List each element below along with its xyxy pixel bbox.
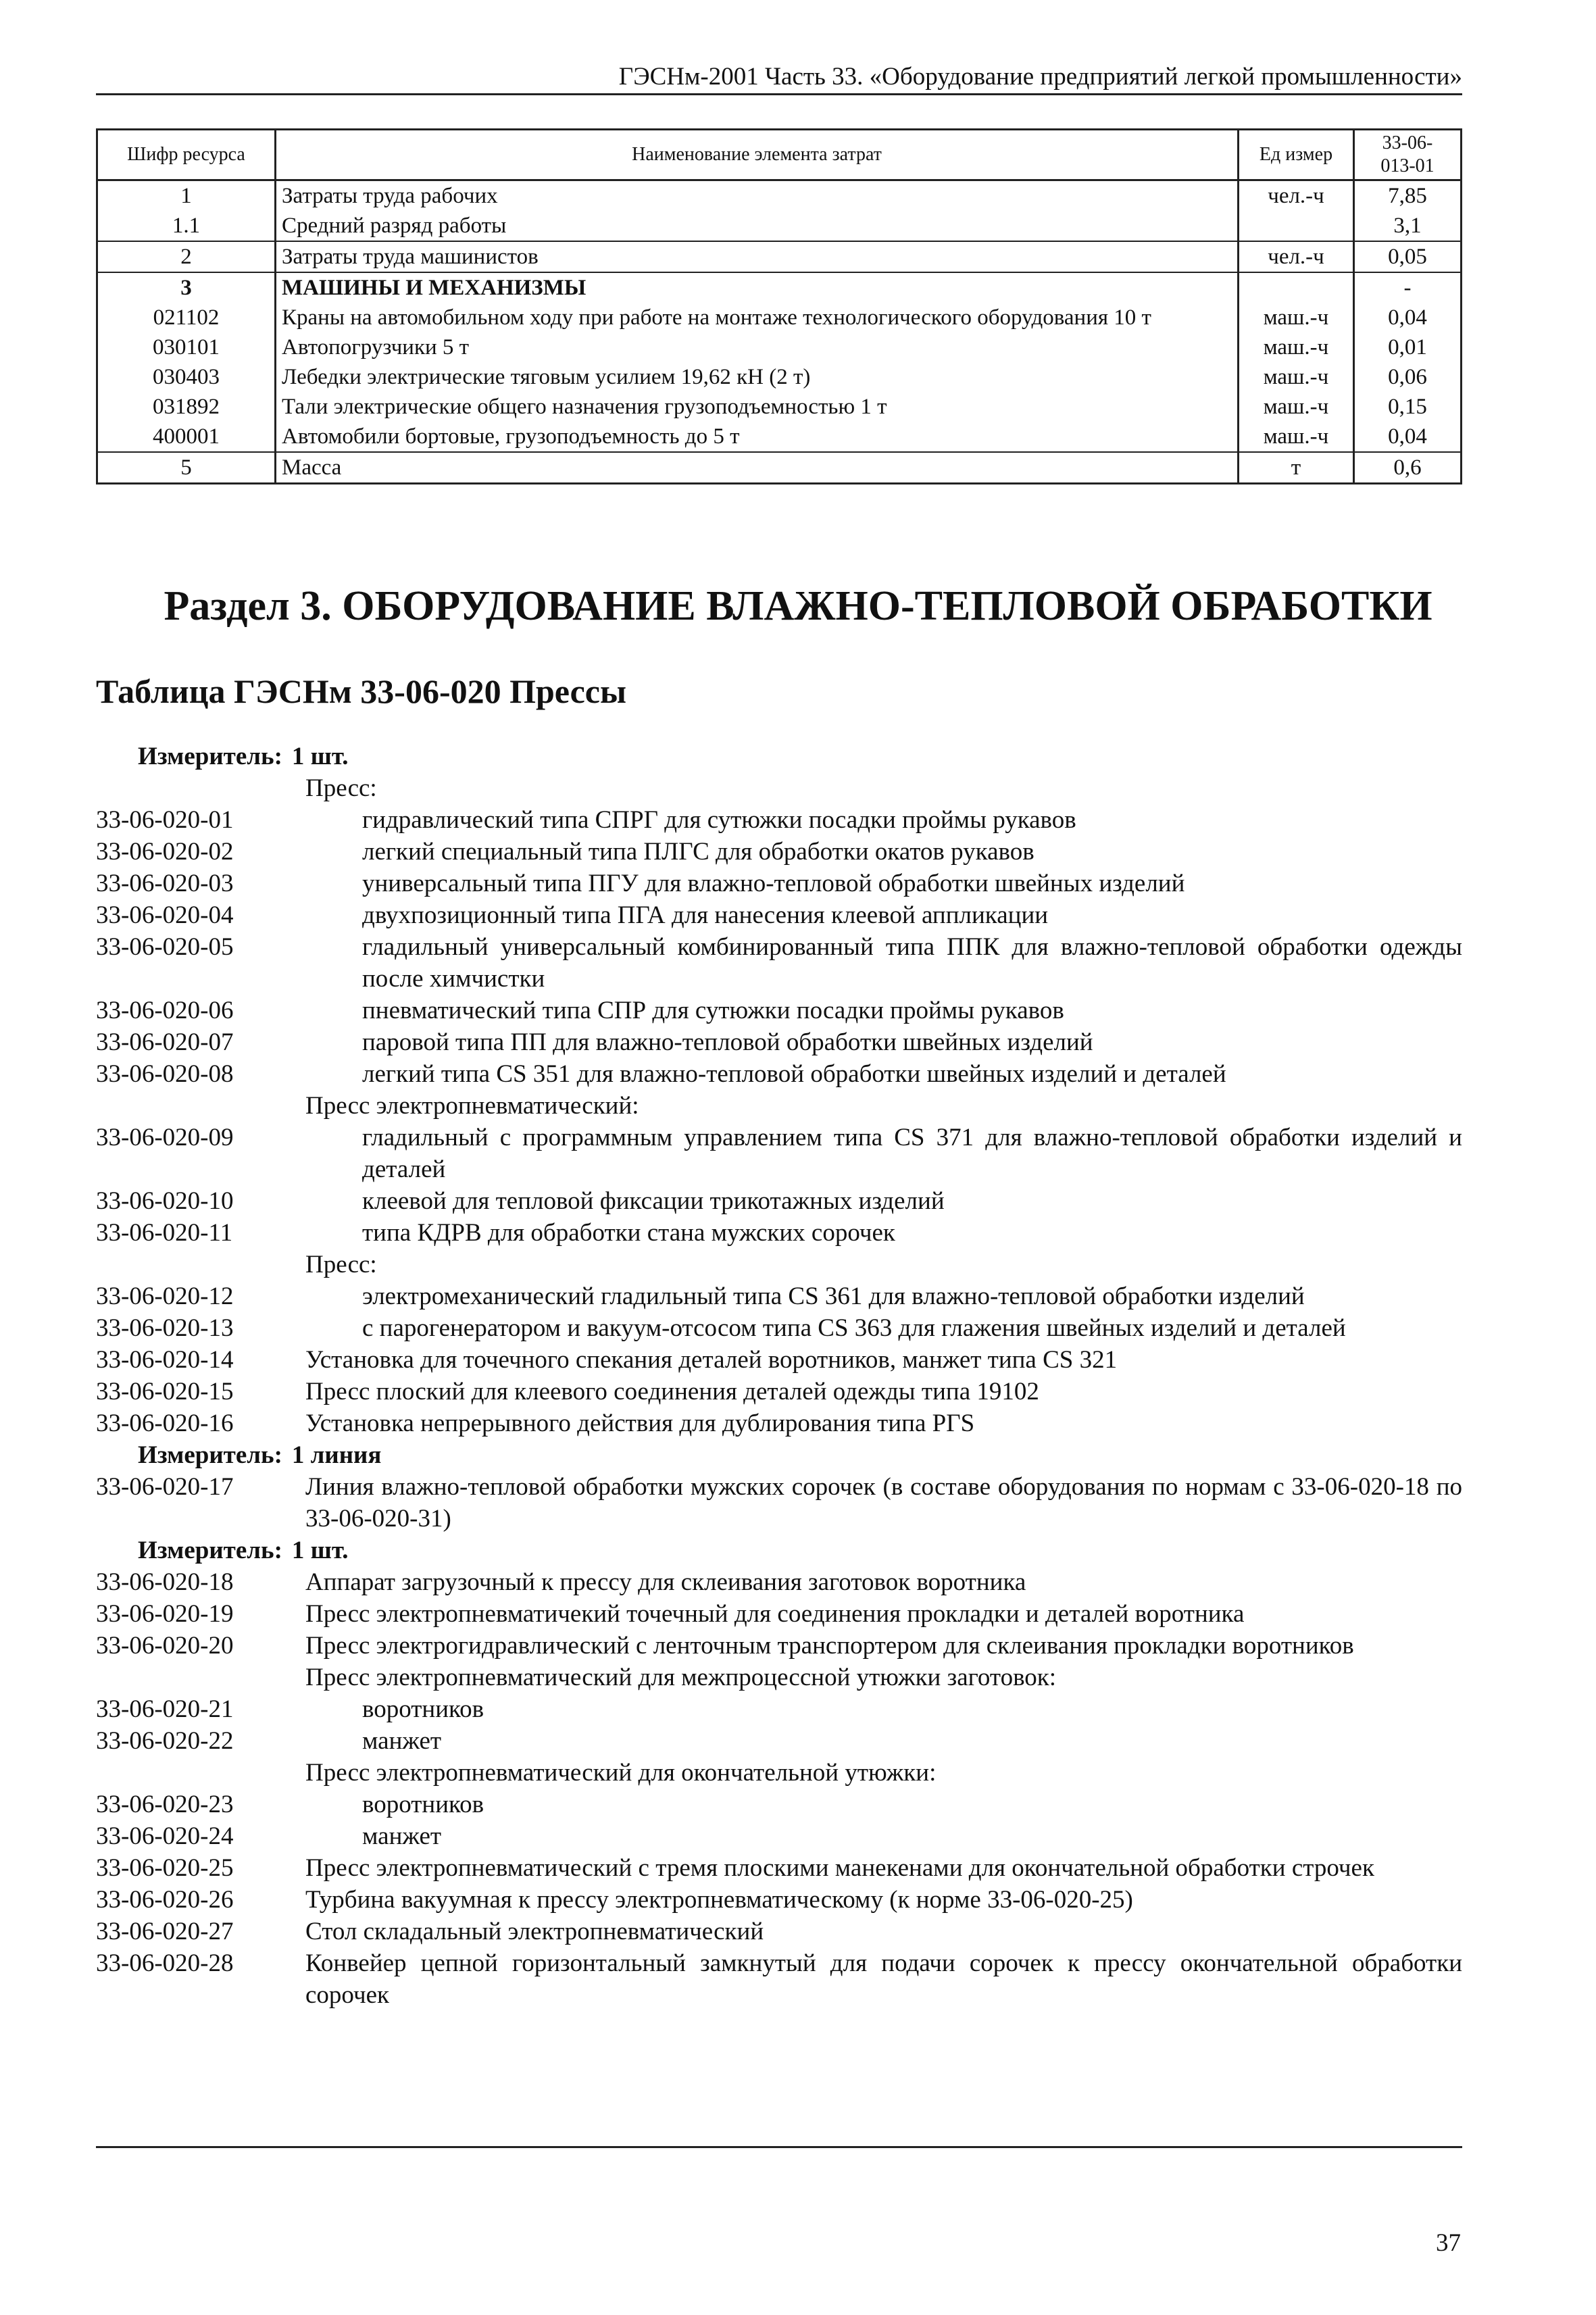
col-header-name: Наименование элемента затрат xyxy=(276,130,1239,180)
table-header-row xyxy=(97,130,1462,180)
cell-code: 3 xyxy=(97,272,276,303)
item-code: 33-06-020-17 xyxy=(96,1473,234,1501)
item-text: Турбина вакуумная к прессу электропневматическому (к норме 33-06-020-25) xyxy=(305,1886,1133,1914)
cell-value: 0,06 xyxy=(1354,362,1462,392)
table-title: Таблица ГЭСНм 33-06-020 Прессы xyxy=(96,672,627,710)
cell-code: 2 xyxy=(97,241,276,272)
cell-unit: чел.-ч xyxy=(1239,241,1354,272)
item-text: манжет xyxy=(362,1727,442,1755)
cell-value: 3,1 xyxy=(1354,211,1462,241)
item-code: 33-06-020-19 xyxy=(96,1600,234,1628)
group-heading: Пресс: xyxy=(305,774,377,802)
cell-value: - xyxy=(1354,272,1462,303)
section-title: Раздел 3. ОБОРУДОВАНИЕ ВЛАЖНО-ТЕПЛОВОЙ ОБРАБОТКИ xyxy=(164,583,1432,629)
list-item xyxy=(96,931,1462,995)
item-text: пневматический типа СПР для сутюжки посадки проймы рукавов xyxy=(362,997,1064,1024)
cell-unit: чел.-ч xyxy=(1239,180,1354,211)
list-item xyxy=(96,1280,1462,1312)
list-item xyxy=(96,1566,1462,1598)
list-item xyxy=(96,1058,1462,1090)
norm-list xyxy=(96,741,1462,2011)
cell-value: 7,85 xyxy=(1354,180,1462,211)
table-row xyxy=(97,241,1462,272)
item-text: клеевой для тепловой фиксации трикотажных изделий xyxy=(362,1187,945,1215)
list-item xyxy=(96,1185,1462,1217)
table-row xyxy=(97,452,1462,484)
cell-code: 1 xyxy=(97,180,276,211)
norm-code-part1: 33-06- xyxy=(1382,132,1433,153)
cell-code: 400001 xyxy=(97,422,276,452)
list-item xyxy=(96,1630,1462,1662)
meter-label: Измеритель: xyxy=(138,1537,282,1564)
item-text: Пресс плоский для клеевого соединения деталей одежды типа 19102 xyxy=(305,1378,1039,1405)
item-text: Пресс электрогидравлический с ленточным транспортером для склеивания прокладки воротников xyxy=(305,1632,1354,1660)
item-text: воротников xyxy=(362,1695,484,1723)
item-text: Установка непрерывного действия для дублирования типа РГS xyxy=(305,1410,975,1437)
item-code: 33-06-020-14 xyxy=(96,1346,234,1374)
list-item xyxy=(96,1217,1462,1249)
item-text: типа КДРВ для обработки стана мужских сорочек xyxy=(362,1219,895,1247)
item-code: 33-06-020-05 xyxy=(96,933,234,961)
header-rule xyxy=(96,93,1462,95)
item-text: Аппарат загрузочный к прессу для склеивания заготовок воротника xyxy=(305,1568,1026,1596)
list-item xyxy=(96,1376,1462,1408)
table-row xyxy=(97,211,1462,241)
item-text: двухпозиционный типа ПГА для нанесения клеевой аппликации xyxy=(362,901,1049,929)
list-item xyxy=(96,1947,1462,2011)
item-code: 33-06-020-06 xyxy=(96,997,234,1024)
item-text: паровой типа ПП для влажно-тепловой обработки швейных изделий xyxy=(362,1028,1093,1056)
cell-value: 0,15 xyxy=(1354,392,1462,422)
resource-table xyxy=(96,128,1462,484)
item-code: 33-06-020-24 xyxy=(96,1822,234,1850)
item-code: 33-06-020-18 xyxy=(96,1568,234,1596)
item-code: 33-06-020-22 xyxy=(96,1727,234,1755)
footer-rule xyxy=(96,2146,1462,2148)
item-text: легкий типа CS 351 для влажно-тепловой обработки швейных изделий и деталей xyxy=(362,1060,1226,1088)
list-item xyxy=(96,1598,1462,1630)
col-header-code: Шифр ресурса xyxy=(97,130,276,180)
list-item xyxy=(96,836,1462,868)
page-number: 37 xyxy=(1436,2229,1461,2257)
item-code: 33-06-020-25 xyxy=(96,1854,234,1882)
cell-unit: маш.-ч xyxy=(1239,422,1354,452)
list-item xyxy=(96,995,1462,1026)
cell-name: Тали электрические общего назначения грузоподъемностью 1 т xyxy=(276,392,1239,422)
item-code: 33-06-020-26 xyxy=(96,1886,234,1914)
cell-unit xyxy=(1239,211,1354,241)
meter-unit: 1 линия xyxy=(291,1441,382,1469)
list-item xyxy=(96,1916,1462,1947)
list-item xyxy=(96,899,1462,931)
cell-unit: маш.-ч xyxy=(1239,392,1354,422)
cell-name: Автомобили бортовые, грузоподъемность до 5 т xyxy=(276,422,1239,452)
cell-unit: маш.-ч xyxy=(1239,362,1354,392)
cell-name: Средний разряд работы xyxy=(276,211,1239,241)
meter-label: Измеритель: xyxy=(138,1441,282,1469)
group-heading: Пресс: xyxy=(305,1251,377,1278)
item-code: 33-06-020-13 xyxy=(96,1314,234,1342)
cell-unit: т xyxy=(1239,452,1354,484)
list-item xyxy=(96,1122,1462,1185)
item-code: 33-06-020-15 xyxy=(96,1378,234,1405)
group-heading: Пресс электропневматический: xyxy=(305,1092,639,1120)
item-code: 33-06-020-16 xyxy=(96,1410,234,1437)
list-item xyxy=(96,1725,1462,1757)
item-text: универсальный типа ПГУ для влажно-тепловой обработки швейных изделий xyxy=(362,870,1185,897)
table-row xyxy=(97,362,1462,392)
meter-heading xyxy=(96,1439,1462,1471)
cell-code: 1.1 xyxy=(97,211,276,241)
col-header-unit: Ед измер xyxy=(1239,130,1354,180)
item-text: гладильный с программным управлением типа CS 371 для влажно-тепловой обработки изделий и деталей xyxy=(362,1124,1462,1183)
item-text: воротников xyxy=(362,1791,484,1818)
cell-name: Затраты труда машинистов xyxy=(276,241,1239,272)
item-code: 33-06-020-20 xyxy=(96,1632,234,1660)
cell-name: МАШИНЫ И МЕХАНИЗМЫ xyxy=(276,272,1239,303)
list-item xyxy=(96,1408,1462,1439)
table-row xyxy=(97,303,1462,332)
list-item xyxy=(96,1344,1462,1376)
item-code: 33-06-020-23 xyxy=(96,1791,234,1818)
item-code: 33-06-020-04 xyxy=(96,901,234,929)
cell-code: 031892 xyxy=(97,392,276,422)
item-code: 33-06-020-09 xyxy=(96,1124,234,1151)
cell-value: 0,04 xyxy=(1354,303,1462,332)
item-code: 33-06-020-28 xyxy=(96,1949,234,1977)
item-text: Пресс электропневматичекий точечный для соединения прокладки и деталей воротника xyxy=(305,1600,1245,1628)
cell-code: 021102 xyxy=(97,303,276,332)
item-code: 33-06-020-27 xyxy=(96,1918,234,1945)
list-item xyxy=(96,1852,1462,1884)
item-code: 33-06-020-03 xyxy=(96,870,234,897)
item-text: Стол складальный электропневматический xyxy=(305,1918,764,1945)
item-text: легкий специальный типа ПЛГС для обработки окатов рукавов xyxy=(362,838,1034,866)
meter-heading xyxy=(96,1535,1462,1566)
group-heading: Пресс электропневматический для окончательной утюжки: xyxy=(305,1759,937,1787)
item-text: с парогенератором и вакуум-отсосом типа CS 363 для глажения швейных изделий и деталей xyxy=(362,1314,1346,1342)
item-code: 33-06-020-12 xyxy=(96,1283,234,1310)
cell-name: Лебедки электрические тяговым усилием 19,62 кН (2 т) xyxy=(276,362,1239,392)
cell-unit: маш.-ч xyxy=(1239,332,1354,362)
item-text: гидравлический типа СПРГ для сутюжки посадки проймы рукавов xyxy=(362,806,1076,834)
cell-code: 030403 xyxy=(97,362,276,392)
cell-unit: маш.-ч xyxy=(1239,303,1354,332)
table-row xyxy=(97,422,1462,452)
table-row xyxy=(97,392,1462,422)
norm-code-part2: 013-01 xyxy=(1380,155,1435,176)
meter-heading xyxy=(96,741,1462,772)
item-text: гладильный универсальный комбинированный типа ППК для влажно-тепловой обработки одежды после химчистки xyxy=(362,933,1462,993)
meter-label: Измеритель: xyxy=(138,743,282,770)
list-item xyxy=(96,1026,1462,1058)
col-header-norm xyxy=(1354,130,1462,180)
cell-name: Автопогрузчики 5 т xyxy=(276,332,1239,362)
cell-value: 0,6 xyxy=(1354,452,1462,484)
cell-code: 5 xyxy=(97,452,276,484)
list-item xyxy=(96,1312,1462,1344)
list-item xyxy=(96,868,1462,899)
list-item xyxy=(96,1884,1462,1916)
item-code: 33-06-020-07 xyxy=(96,1028,234,1056)
meter-unit: 1 шт. xyxy=(291,1537,349,1564)
list-item xyxy=(96,804,1462,836)
item-text: манжет xyxy=(362,1822,442,1850)
item-code: 33-06-020-10 xyxy=(96,1187,234,1215)
item-code: 33-06-020-11 xyxy=(96,1219,233,1247)
list-item xyxy=(96,1789,1462,1820)
cell-unit xyxy=(1239,272,1354,303)
table-row xyxy=(97,332,1462,362)
item-code: 33-06-020-02 xyxy=(96,838,234,866)
list-item xyxy=(96,1820,1462,1852)
item-code: 33-06-020-08 xyxy=(96,1060,234,1088)
list-item xyxy=(96,1693,1462,1725)
item-code: 33-06-020-01 xyxy=(96,806,234,834)
item-text: Пресс электропневматический с тремя плоскими манекенами для окончательной обработки строчек xyxy=(305,1854,1374,1882)
cell-code: 030101 xyxy=(97,332,276,362)
item-text: Установка для точечного спекания деталей воротников, манжет типа CS 321 xyxy=(305,1346,1118,1374)
item-text: Линия влажно-тепловой обработки мужских сорочек (в составе оборудования по нормам с 33-06-020-18 по 33-06-020-31) xyxy=(305,1473,1462,1533)
cell-value: 0,04 xyxy=(1354,422,1462,452)
table-row xyxy=(97,272,1462,303)
item-text: Конвейер цепной горизонтальный замкнутый для подачи сорочек к прессу окончательной обработки сорочек xyxy=(305,1949,1462,2009)
meter-unit: 1 шт. xyxy=(291,743,349,770)
item-code: 33-06-020-21 xyxy=(96,1695,234,1723)
table-row xyxy=(97,180,1462,211)
group-heading: Пресс электропневматический для межпроцессной утюжки заготовок: xyxy=(305,1664,1057,1691)
cell-value: 0,05 xyxy=(1354,241,1462,272)
cell-name: Затраты труда рабочих xyxy=(276,180,1239,211)
cell-value: 0,01 xyxy=(1354,332,1462,362)
running-header: ГЭСНм-2001 Часть 33. «Оборудование предприятий легкой промышленности» xyxy=(618,63,1462,91)
list-item xyxy=(96,1471,1462,1535)
cell-name: Масса xyxy=(276,452,1239,484)
cell-name: Краны на автомобильном ходу при работе на монтаже технологического оборудования 10 т xyxy=(276,303,1239,332)
item-text: электромеханический гладильный типа CS 361 для влажно-тепловой обработки изделий xyxy=(362,1283,1305,1310)
